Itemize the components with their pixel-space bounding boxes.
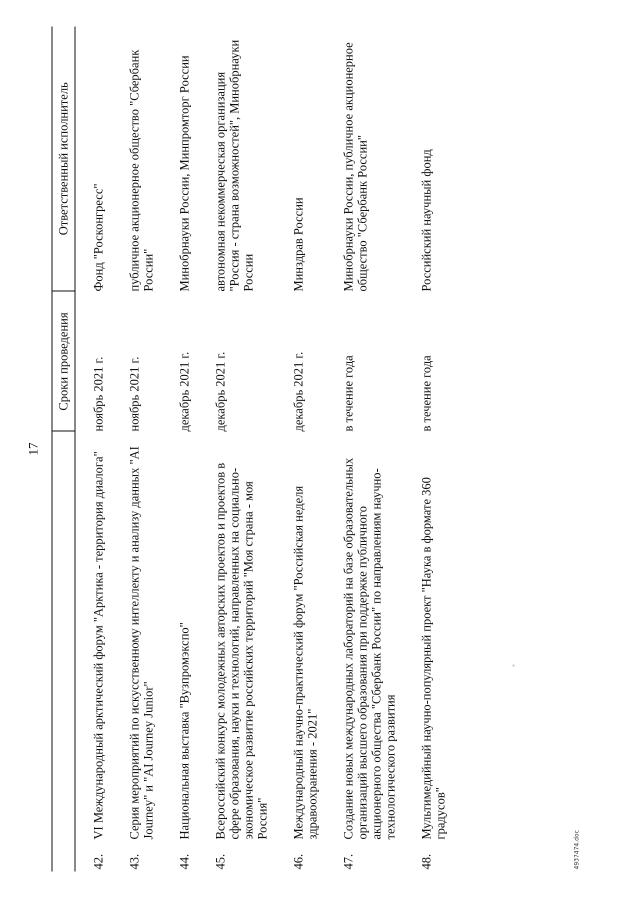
row-title: Серия мероприятий по искусственному интеллекту и анализу данных "AI Journey" и "AI Journey Junior" <box>127 446 156 840</box>
table-row <box>166 27 202 872</box>
row-executor: Минздрав России <box>291 197 306 292</box>
row-title: Создание новых международных лабораторий на базе образовательных организаций высшего образования при поддержке публичного акционерного общества "Сбербанк России" по направлениям научно-технологического развития <box>341 457 398 840</box>
table-row <box>330 27 408 872</box>
row-term: в течение года <box>419 355 434 432</box>
row-number: 45. <box>213 853 228 870</box>
row-number: 46. <box>291 853 306 870</box>
row-executor: автономная некоммерческая организация "Россия - страна возможностей", Минобрнауки России <box>213 39 256 292</box>
row-title: VI Международный арктический форум "Арктика - территория диалога" <box>91 451 106 840</box>
scan-speck <box>513 665 515 667</box>
row-number: 47. <box>341 853 356 870</box>
row-title: Международный научно-практический форум "Российская неделя здравоохранения - 2021" <box>291 485 320 840</box>
row-executor: публичное акционерное общество "Сбербанк России" <box>127 49 156 292</box>
table-row <box>408 27 458 872</box>
header-term: Сроки проведения <box>52 292 75 432</box>
row-title: Мультимедийный научно-популярный проект "Наука в формате 360 градусов" <box>419 477 448 840</box>
table-row <box>280 27 330 872</box>
table-row <box>75 27 116 872</box>
row-number: 43. <box>127 853 142 870</box>
page-number: 17 <box>25 442 41 456</box>
table-row <box>116 27 166 872</box>
row-executor: Фонд "Росконгресс" <box>91 183 106 292</box>
row-title: Национальная выставка "Вузпромэкспо" <box>177 622 192 840</box>
row-number: 42. <box>91 853 106 870</box>
row-number: 48. <box>419 853 434 870</box>
row-term: декабрь 2021 г. <box>291 351 306 432</box>
row-executor: Российский научный фонд <box>419 149 434 292</box>
events-table <box>52 27 458 872</box>
table-header-row <box>52 27 75 872</box>
table-row <box>202 27 280 872</box>
row-term: декабрь 2021 г. <box>177 351 192 432</box>
rotated-content <box>26 27 586 872</box>
row-term: декабрь 2021 г. <box>213 351 228 432</box>
header-title <box>52 432 75 872</box>
row-title: Всероссийский конкурс молодежных авторских проектов и проектов в сфере образования, науки и технологий, направленных на социально-экономическое развитие российских территорий "Моя страна - моя Россия" <box>213 462 270 840</box>
footer-doc-id: 4937474.doc <box>573 830 581 870</box>
row-number: 44. <box>177 853 192 870</box>
row-term: ноябрь 2021 г. <box>127 356 142 432</box>
header-executor: Ответственный исполнитель <box>52 27 75 292</box>
row-term: в течение года <box>341 355 356 432</box>
row-term: ноябрь 2021 г. <box>91 356 106 432</box>
row-executor: Минобрнауки России, публичное акционерное общество "Сбербанк России" <box>341 42 370 292</box>
row-executor: Минобрнауки России, Минпромторг России <box>177 55 192 292</box>
